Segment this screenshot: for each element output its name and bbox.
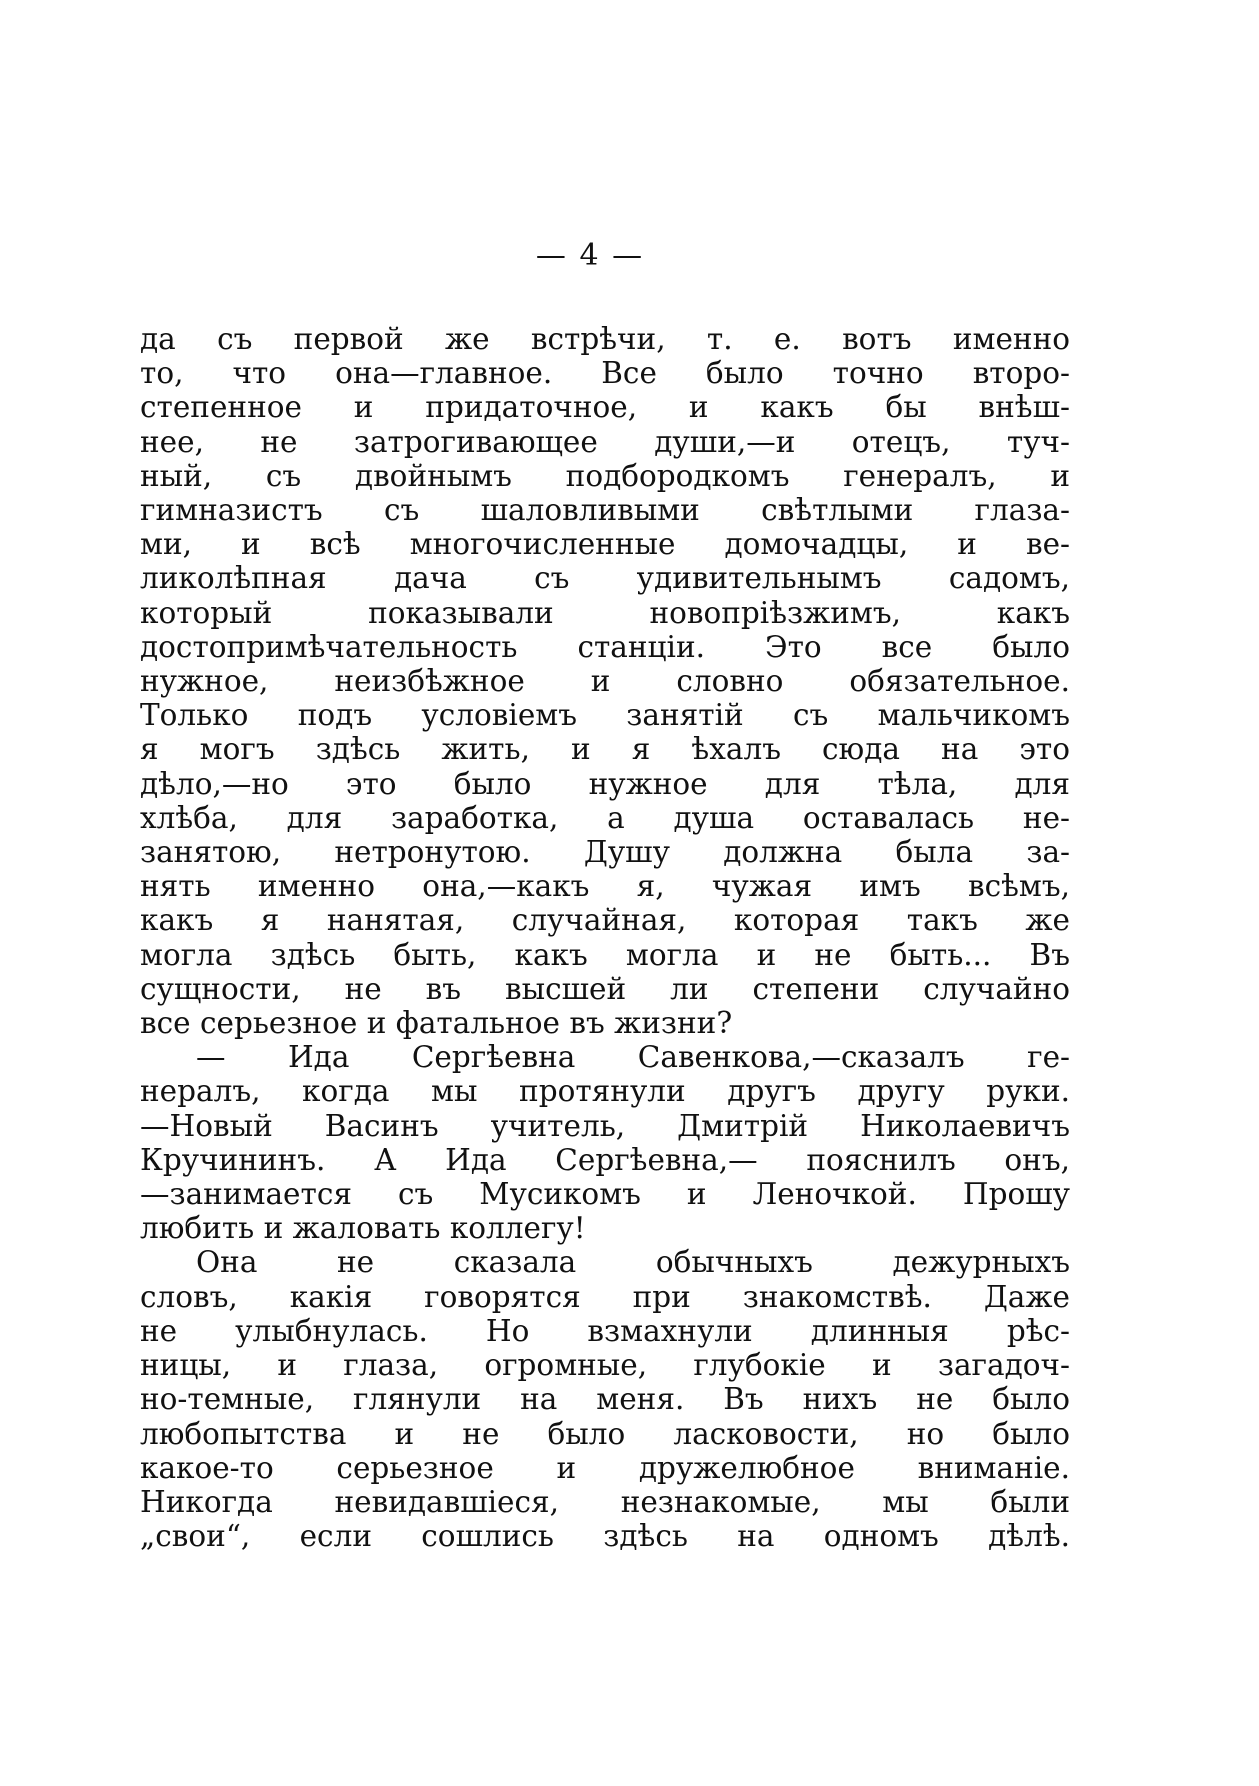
text-line: „свои“, если сошлись здѣсь на одномъ дѣлѣ. xyxy=(140,1519,1070,1554)
text-line: —занимается съ Мусикомъ и Леночкой. Прошу xyxy=(140,1177,1070,1212)
text-line: — Ида Сергѣевна Савенкова,—сказалъ ге- xyxy=(196,1040,1070,1075)
text-line: степенное и придаточное, и какъ бы внѣш- xyxy=(140,390,1070,425)
body-text xyxy=(140,322,1070,1553)
text-line: любопытства и не было ласковости, но было xyxy=(140,1416,1070,1451)
text-line: Кручининъ. А Ида Сергѣевна,— пояснилъ онъ, xyxy=(140,1142,1070,1177)
text-line: нять именно она,—какъ я, чужая имъ всѣмъ, xyxy=(140,869,1070,904)
text-line: Только подъ условіемъ занятій съ мальчикомъ xyxy=(140,698,1070,733)
text-line: ницы, и глаза, огромные, глубокіе и загадоч- xyxy=(140,1348,1070,1383)
text-line: хлѣба, для заработка, а душа оставалась не- xyxy=(140,800,1070,835)
text-line: то, что она—главное. Все было точно второ- xyxy=(140,356,1070,391)
text-line: словъ, какія говорятся при знакомствѣ. Даже xyxy=(140,1279,1070,1314)
text-line: я могъ здѣсь жить, и я ѣхалъ сюда на это xyxy=(140,732,1070,767)
text-line: но-темные, глянули на меня. Въ нихъ не было xyxy=(140,1382,1070,1417)
text-line: ми, и всѣ многочисленные домочадцы, и ве- xyxy=(140,527,1070,562)
text-line: Она не сказала обычныхъ дежурныхъ xyxy=(196,1245,1070,1280)
text-line: сущности, не въ высшей ли степени случайно xyxy=(140,971,1070,1006)
text-line: нужное, неизбѣжное и словно обязательное. xyxy=(140,664,1070,699)
text-line: дѣло,—но это было нужное для тѣла, для xyxy=(140,766,1070,801)
text-line: могла здѣсь быть, какъ могла и не быть... Въ xyxy=(140,937,1070,972)
text-line: занятою, нетронутою. Душу должна была за- xyxy=(140,835,1070,870)
text-line: какъ я нанятая, случайная, которая такъ же xyxy=(140,903,1070,938)
text-line: какое-то серьезное и дружелюбное вниманіе. xyxy=(140,1450,1070,1485)
text-line: —Новый Васинъ учитель, Дмитрій Николаевичъ xyxy=(140,1108,1070,1143)
text-line: нералъ, когда мы протянули другъ другу руки. xyxy=(140,1074,1070,1109)
text-line: достопримѣчательность станціи. Это все было xyxy=(140,629,1070,664)
text-line: Никогда невидавшіеся, незнакомые, мы были xyxy=(140,1484,1070,1519)
text-line: гимназистъ съ шаловливыми свѣтлыми глаза- xyxy=(140,493,1070,528)
text-line: да съ первой же встрѣчи, т. е. вотъ именно xyxy=(140,322,1070,356)
text-line: любить и жаловать коллегу! xyxy=(140,1211,586,1246)
text-line: все серьезное и фатальное въ жизни? xyxy=(140,1006,733,1041)
text-line: который показывали новопріѣзжимъ, какъ xyxy=(140,595,1070,630)
text-line: ликолѣпная дача съ удивительнымъ садомъ, xyxy=(140,561,1070,596)
page-number: — 4 — xyxy=(535,238,645,273)
text-line: нее, не затрогивающее души,—и отецъ, туч- xyxy=(140,424,1070,459)
text-line: не улыбнулась. Но взмахнули длинныя рѣс- xyxy=(140,1313,1070,1348)
text-line: ный, съ двойнымъ подбородкомъ генералъ, и xyxy=(140,458,1070,493)
